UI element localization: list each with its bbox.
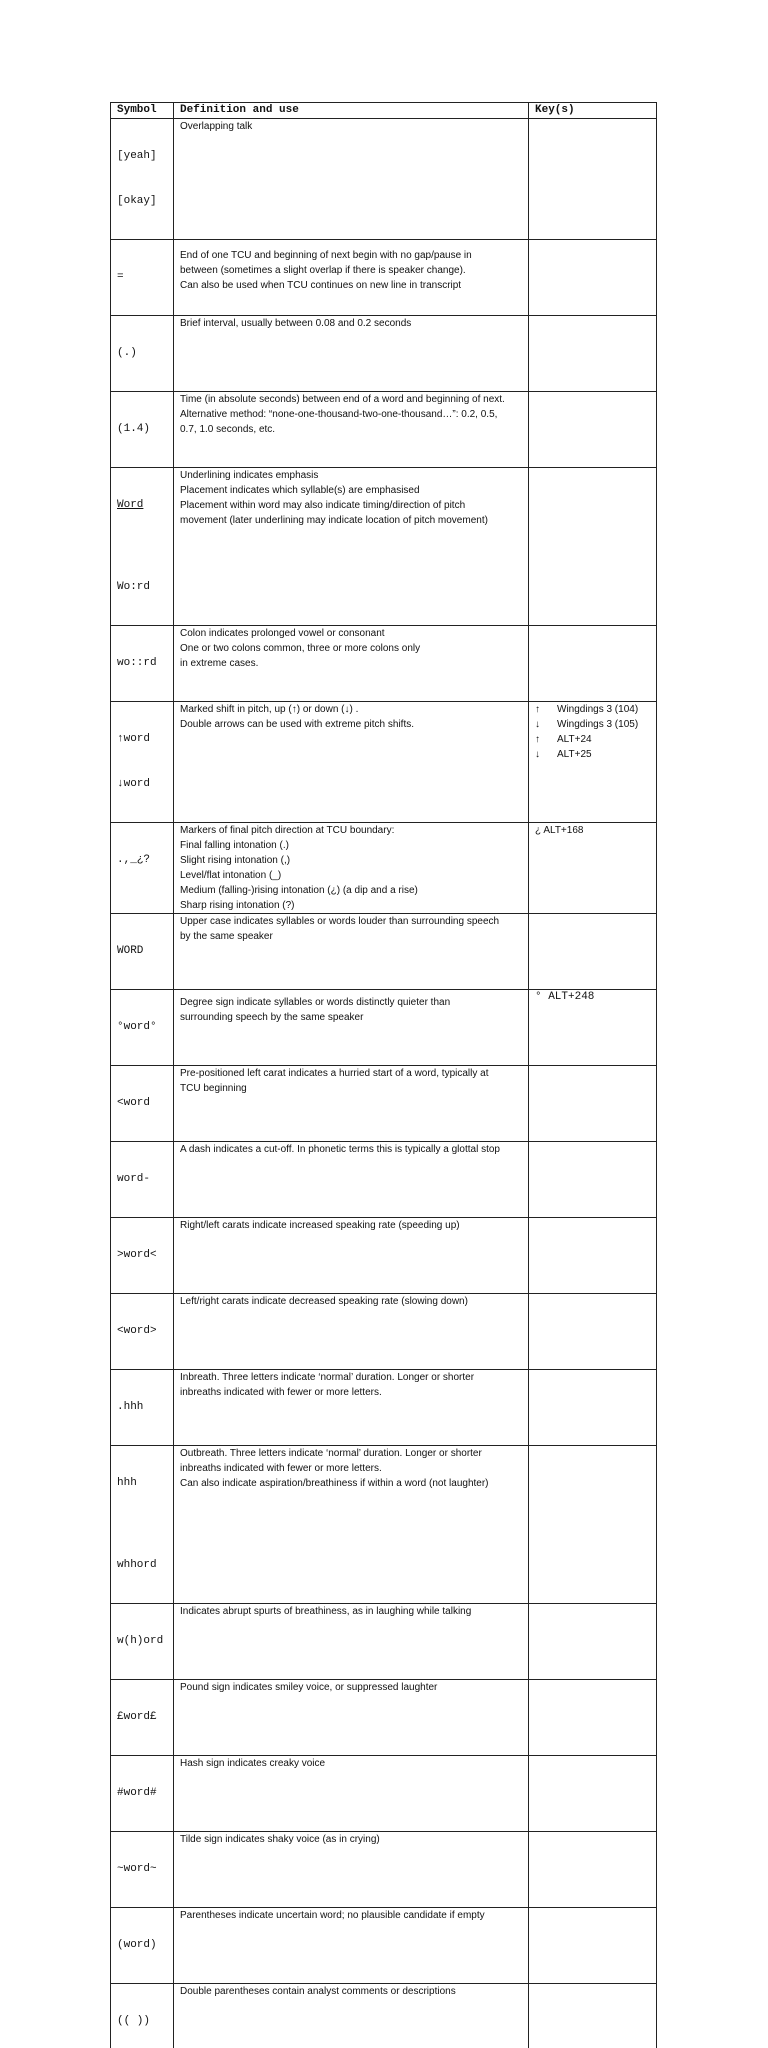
- definition-cell: [174, 1680, 529, 1756]
- symbol-cell: [111, 702, 174, 823]
- symbol-cell: [111, 1908, 174, 1984]
- keys-cell: [529, 119, 657, 240]
- definition-text: Medium (falling-)rising intonation (¿) (a dip and a rise): [180, 883, 528, 898]
- symbol-cell: [111, 914, 174, 990]
- definition-cell: [174, 990, 529, 1066]
- keys-cell: [529, 1984, 657, 2048]
- definition-cell: [174, 119, 529, 240]
- definition-cell: [174, 240, 529, 316]
- symbol-cell: [111, 1294, 174, 1370]
- symbol-text: (word): [117, 1938, 173, 1953]
- definition-text: A dash indicates a cut-off. In phonetic terms this is typically a glottal stop: [180, 1142, 528, 1157]
- symbol-text: .,_¿?: [117, 853, 173, 868]
- table-row: [111, 702, 657, 823]
- definition-cell: [174, 392, 529, 468]
- table-row: [111, 1680, 657, 1756]
- table-row: [111, 392, 657, 468]
- definition-text: Tilde sign indicates shaky voice (as in crying): [180, 1832, 528, 1847]
- table-row: [111, 1984, 657, 2048]
- symbol-cell: [111, 1984, 174, 2048]
- table-row: [111, 119, 657, 240]
- table-row: [111, 1370, 657, 1446]
- definition-cell: [174, 316, 529, 392]
- table-row: [111, 1294, 657, 1370]
- header-symbol: Symbol: [111, 103, 174, 119]
- symbol-text: (( )): [117, 2014, 173, 2029]
- symbol-cell: [111, 990, 174, 1066]
- definition-text: Hash sign indicates creaky voice: [180, 1756, 528, 1771]
- keys-cell: [529, 1370, 657, 1446]
- definition-text: surrounding speech by the same speaker: [180, 1010, 528, 1025]
- symbol-cell: [111, 1142, 174, 1218]
- symbol-text: WORD: [117, 944, 173, 959]
- symbol-text: #word#: [117, 1786, 173, 1801]
- symbol-text: ↑word: [117, 732, 173, 747]
- definition-cell: [174, 823, 529, 914]
- definition-cell: [174, 626, 529, 702]
- table-row: [111, 1142, 657, 1218]
- table-header-row: [111, 103, 657, 119]
- symbol-cell: [111, 1756, 174, 1832]
- table-row: [111, 1604, 657, 1680]
- table-row: [111, 990, 657, 1066]
- symbol-cell: [111, 1370, 174, 1446]
- definition-text: Pound sign indicates smiley voice, or suppressed laughter: [180, 1680, 528, 1695]
- definition-text: Left/right carats indicate decreased speaking rate (slowing down): [180, 1294, 528, 1309]
- symbol-cell: [111, 1604, 174, 1680]
- definition-text: Markers of final pitch direction at TCU boundary:: [180, 823, 528, 838]
- definition-text: Upper case indicates syllables or words louder than surrounding speech: [180, 914, 528, 929]
- symbol-cell: [111, 240, 174, 316]
- table-row: [111, 626, 657, 702]
- table-row: [111, 468, 657, 626]
- table-row: [111, 1218, 657, 1294]
- arrow-down-icon: ↓: [535, 747, 557, 762]
- symbol-text: ↓word: [117, 777, 173, 792]
- symbol-cell: [111, 119, 174, 240]
- table-row: [111, 1446, 657, 1604]
- definition-text: Indicates abrupt spurts of breathiness, as in laughing while talking: [180, 1604, 528, 1619]
- definition-text: TCU beginning: [180, 1081, 528, 1096]
- definition-text: Parentheses indicate uncertain word; no plausible candidate if empty: [180, 1908, 528, 1923]
- arrow-up-icon: ↑: [535, 702, 557, 717]
- definition-text: between (sometimes a slight overlap if there is speaker change).: [180, 263, 528, 278]
- keys-cell: [529, 1294, 657, 1370]
- definition-cell: [174, 1756, 529, 1832]
- table-row: [111, 1832, 657, 1908]
- keys-cell: [529, 914, 657, 990]
- definition-cell: [174, 702, 529, 823]
- keys-cell: [529, 990, 657, 1066]
- symbol-text: (1.4): [117, 422, 173, 437]
- keys-cell: [529, 823, 657, 914]
- definition-text: Final falling intonation (.): [180, 838, 528, 853]
- keys-cell: [529, 240, 657, 316]
- symbol-text: <word: [117, 1096, 173, 1111]
- definition-cell: [174, 1066, 529, 1142]
- definition-text: Pre-positioned left carat indicates a hurried start of a word, typically at: [180, 1066, 528, 1081]
- definition-text: Slight rising intonation (,): [180, 853, 528, 868]
- definition-cell: [174, 1142, 529, 1218]
- keys-cell: [529, 1066, 657, 1142]
- symbol-text: Word: [117, 498, 173, 513]
- symbol-cell: [111, 1446, 174, 1604]
- definition-text: inbreaths indicated with fewer or more letters.: [180, 1385, 528, 1400]
- definition-cell: [174, 468, 529, 626]
- keys-cell: [529, 1908, 657, 1984]
- symbol-cell: [111, 392, 174, 468]
- definition-cell: [174, 1604, 529, 1680]
- symbol-text: hhh: [117, 1476, 173, 1491]
- keys-cell: [529, 702, 657, 823]
- definition-text: Outbreath. Three letters indicate ‘normal’ duration. Longer or shorter: [180, 1446, 528, 1461]
- table-row: [111, 240, 657, 316]
- transcription-symbols-table: [110, 102, 657, 2048]
- table-row: [111, 1908, 657, 1984]
- symbol-text: >word<: [117, 1248, 173, 1263]
- symbol-text: <word>: [117, 1324, 173, 1339]
- key-shortcut: ↓ Wingdings 3 (105): [535, 717, 656, 732]
- symbol-text: whhord: [117, 1558, 173, 1573]
- definition-text: Degree sign indicate syllables or words distinctly quieter than: [180, 995, 528, 1010]
- definition-text: Can also indicate aspiration/breathiness if within a word (not laughter): [180, 1476, 528, 1491]
- symbol-text: =: [117, 270, 173, 285]
- definition-text: Can also be used when TCU continues on new line in transcript: [180, 278, 528, 293]
- symbol-cell: [111, 468, 174, 626]
- keys-cell: [529, 626, 657, 702]
- definition-text: Placement indicates which syllable(s) are emphasised: [180, 483, 528, 498]
- symbol-cell: [111, 1066, 174, 1142]
- symbol-cell: [111, 1680, 174, 1756]
- symbol-cell: [111, 823, 174, 914]
- table-row: [111, 914, 657, 990]
- symbol-text: .hhh: [117, 1400, 173, 1415]
- keys-cell: [529, 1218, 657, 1294]
- arrow-up-icon: ↑: [535, 732, 557, 747]
- symbol-cell: [111, 1832, 174, 1908]
- definition-cell: [174, 1370, 529, 1446]
- symbol-text: [yeah]: [117, 149, 173, 164]
- definition-cell: [174, 1446, 529, 1604]
- symbol-text: (.): [117, 346, 173, 361]
- definition-text: Double arrows can be used with extreme pitch shifts.: [180, 717, 528, 732]
- definition-text: One or two colons common, three or more colons only: [180, 641, 528, 656]
- keys-cell: [529, 1832, 657, 1908]
- table-row: [111, 316, 657, 392]
- definition-cell: [174, 1908, 529, 1984]
- symbol-text: wo::rd: [117, 656, 173, 671]
- definition-cell: [174, 1832, 529, 1908]
- definition-text: Alternative method: “none-one-thousand-two-one-thousand…”: 0.2, 0.5,: [180, 407, 528, 422]
- symbol-cell: [111, 1218, 174, 1294]
- arrow-down-icon: ↓: [535, 717, 557, 732]
- key-shortcut: ↓ ALT+25: [535, 747, 656, 762]
- definition-text: Sharp rising intonation (?): [180, 898, 528, 913]
- definition-text: Brief interval, usually between 0.08 and 0.2 seconds: [180, 316, 528, 331]
- definition-text: Double parentheses contain analyst comments or descriptions: [180, 1984, 528, 1999]
- symbol-text: Wo:rd: [117, 580, 173, 595]
- keys-cell: [529, 1756, 657, 1832]
- definition-text: Marked shift in pitch, up (↑) or down (↓) .: [180, 702, 528, 717]
- key-shortcut: ¿ ALT+168: [535, 823, 656, 838]
- definition-text: Right/left carats indicate increased speaking rate (speeding up): [180, 1218, 528, 1233]
- keys-cell: [529, 1680, 657, 1756]
- symbol-cell: [111, 626, 174, 702]
- definition-text: by the same speaker: [180, 929, 528, 944]
- definition-text: inbreaths indicated with fewer or more letters.: [180, 1461, 528, 1476]
- definition-text: Inbreath. Three letters indicate ‘normal’ duration. Longer or shorter: [180, 1370, 528, 1385]
- header-keys: Key(s): [529, 103, 657, 119]
- table-row: [111, 1756, 657, 1832]
- definition-text: 0.7, 1.0 seconds, etc.: [180, 422, 528, 437]
- definition-text: Overlapping talk: [180, 119, 528, 134]
- definition-cell: [174, 914, 529, 990]
- symbol-text: °word°: [117, 1020, 173, 1035]
- symbol-text: w(h)ord: [117, 1634, 173, 1649]
- definition-text: Colon indicates prolonged vowel or consonant: [180, 626, 528, 641]
- symbol-cell: [111, 316, 174, 392]
- symbol-text: £word£: [117, 1710, 173, 1725]
- key-shortcut: ↑ ALT+24: [535, 732, 656, 747]
- definition-text: in extreme cases.: [180, 656, 528, 671]
- symbol-text: ~word~: [117, 1862, 173, 1877]
- definition-text: Underlining indicates emphasis: [180, 468, 528, 483]
- symbol-text: word-: [117, 1172, 173, 1187]
- symbol-text: [okay]: [117, 194, 173, 209]
- definition-text: Time (in absolute seconds) between end of a word and beginning of next.: [180, 392, 528, 407]
- table-row: [111, 823, 657, 914]
- keys-cell: [529, 1142, 657, 1218]
- keys-cell: [529, 316, 657, 392]
- definition-text: movement (later underlining may indicate location of pitch movement): [180, 513, 528, 528]
- keys-cell: [529, 1604, 657, 1680]
- definition-text: Placement within word may also indicate timing/direction of pitch: [180, 498, 528, 513]
- header-definition: Definition and use: [174, 103, 529, 119]
- definition-cell: [174, 1294, 529, 1370]
- definition-text: End of one TCU and beginning of next begin with no gap/pause in: [180, 248, 528, 263]
- key-shortcut: ↑ Wingdings 3 (104): [535, 702, 656, 717]
- definition-text: Level/flat intonation (_): [180, 868, 528, 883]
- keys-cell: [529, 468, 657, 626]
- definition-cell: [174, 1218, 529, 1294]
- keys-cell: [529, 1446, 657, 1604]
- key-shortcut: ° ALT+248: [535, 990, 656, 1005]
- table-row: [111, 1066, 657, 1142]
- keys-cell: [529, 392, 657, 468]
- definition-cell: [174, 1984, 529, 2048]
